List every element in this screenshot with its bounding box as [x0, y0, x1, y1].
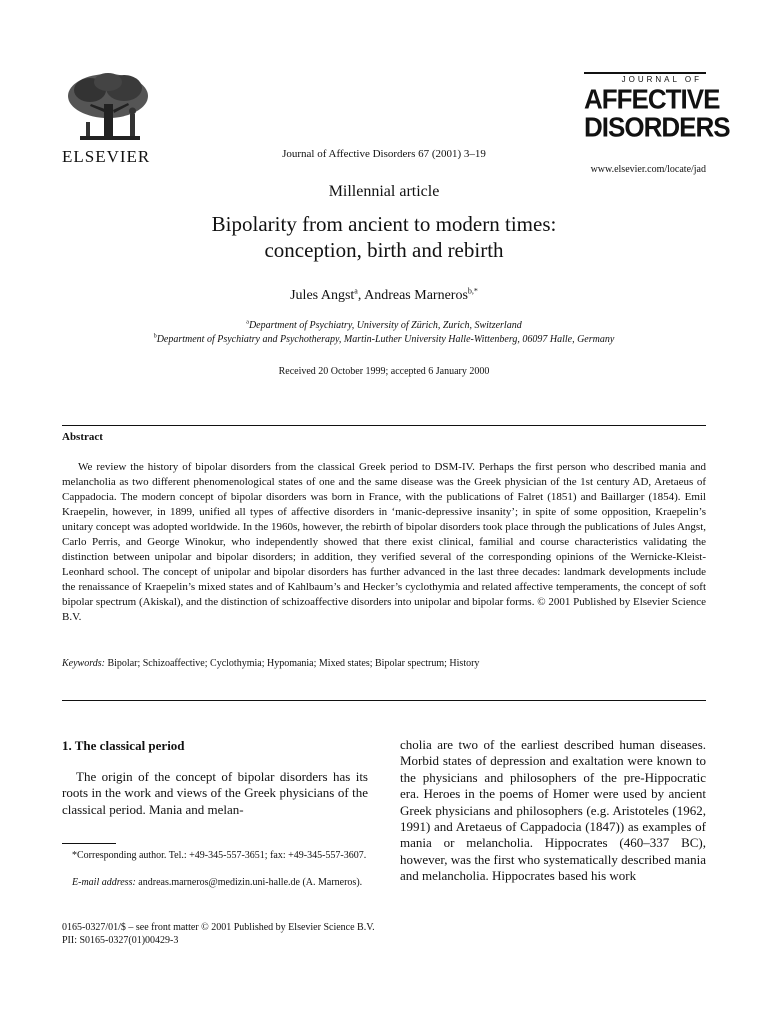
abstract-heading: Abstract: [62, 431, 103, 443]
keywords-list: Bipolar; Schizoaffective; Cyclothymia; Hypomania; Mixed states; Bipolar spectrum; History: [107, 658, 480, 669]
logo-line1: AFFECTIVE: [584, 83, 720, 115]
author-list: [0, 288, 768, 304]
title-line2: conception, birth and rebirth: [264, 238, 504, 262]
pii: PII: S0165-0327(01)00429-3: [62, 935, 179, 946]
author2-affil-mark: b,*: [467, 286, 478, 296]
front-matter-line1: 0165-0327/01/$ – see front matter © 2001 Published by Elsevier Science B.V.: [62, 922, 375, 933]
journal-citation: Journal of Affective Disorders 67 (2001) 3–19: [282, 148, 486, 160]
abstract-text: We review the history of bipolar disorders from the classical Greek period to DSM-IV. Perhaps the first person who described mania and melancholia as two different phenomenological states of one and the same disease was the Greek physician of the 1st century AD, Aretaeus of Cappadocia. The modern concept of bipolar disorders was born in France, with the publications of Falret (1851) and Baillarger (1854). Emil Kraepelin, however, in 1899, unified all types of affective disorders in ‘manic-depressive insanity’; in spite of some opposition, Kraepelin’s unitary concept was adopted worldwide. In the 1960s, however, the rebirth of bipolar disorders took place through the publications of Jules Angst, Carlo Perris, and George Winokur, who independently showed that there exist clinical, familial and course characteristics validating the distinction between unipolar and bipolar disorders; in addition, they verified several of the corresponding opinions of the Wernicke-Kleist-Leonhard school. The concept of unipolar and bipolar disorders has further advanced in the last three decades: landmark developments include the renaissance of Kraepelin’s mixed states and of Kahlbaum’s and Hecker’s cyclothymia and related affective temperaments, the concept of soft bipolar spectrum (Akiskal), and the distinction of schizoaffective disorders into unipolar and bipolar forms. © 2001 Published by Elsevier Science B.V.: [62, 461, 706, 623]
section-heading: 1. The classical period: [62, 738, 185, 753]
keywords: [62, 658, 706, 669]
logo-rule: [584, 72, 706, 74]
footnote-email: [62, 876, 368, 889]
article-title: [0, 211, 768, 263]
title-line1: Bipolarity from ancient to modern times:: [211, 212, 557, 236]
footnote-corresponding: *Corresponding author. Tel.: +49-345-557-3651; fax: +49-345-557-3607.: [72, 850, 367, 861]
body-left-column: [62, 737, 368, 818]
author1-affil-mark: a: [354, 286, 358, 296]
email-label: E-mail address:: [72, 877, 136, 888]
affil-b-text: Department of Psychiatry and Psychotherapy, Martin-Luther University Halle-Wittenberg, 06097 Halle, Germany: [156, 334, 615, 345]
journal-url[interactable]: www.elsevier.com/locate/jad: [590, 164, 706, 175]
body-paragraph-left: The origin of the concept of bipolar disorders has its roots in the work and views of the Greek physicians of the classical period. Mania and melan-: [62, 769, 368, 817]
journal-logo: [584, 72, 730, 143]
affiliation-b: [0, 334, 768, 345]
footnote-rule: [62, 843, 116, 844]
received-dates: Received 20 October 1999; accepted 6 January 2000: [278, 366, 490, 377]
front-matter: [62, 921, 375, 947]
email-address[interactable]: andreas.marneros@medizin.uni-halle.de (A. Marneros).: [138, 877, 363, 888]
affil-a-text: Department of Psychiatry, University of Zürich, Zurich, Switzerland: [248, 320, 522, 331]
article-type: Millennial article: [328, 183, 440, 200]
author-separator: ,: [357, 288, 365, 303]
publisher-name: ELSEVIER: [62, 147, 151, 166]
body-paragraph-right: cholia are two of the earliest described human diseases. Morbid states of depression and exaltation were known to the physicians and philosophers of the pre-Hippocratic era. Heroes in the poems of Homer were used by ancient Greek physicians and philosophers (e.g. Aristoteles (1962, 1991) and Aretaeus of Cappadocia (1847)) as examples of mania or melancholia. Hippocrates (460–337 BC), however, was the first who systematically described mania and melancholia. Hippocrates based his work: [400, 737, 706, 884]
elsevier-tree-logo: [60, 70, 158, 146]
affil-b-mark: b: [153, 333, 157, 340]
abstract-top-rule: [62, 425, 706, 426]
logo-line2: DISORDERS: [584, 111, 730, 143]
author2: Andreas Marneros: [364, 288, 468, 303]
body-right-column: [400, 737, 706, 885]
abstract-bottom-rule: [62, 700, 706, 701]
affiliation-a: [0, 320, 768, 331]
logo-top-text: JOURNAL OF: [621, 75, 702, 84]
affil-a-mark: a: [246, 319, 249, 326]
author1: Jules Angst: [290, 288, 355, 303]
keywords-label: Keywords:: [62, 658, 105, 669]
